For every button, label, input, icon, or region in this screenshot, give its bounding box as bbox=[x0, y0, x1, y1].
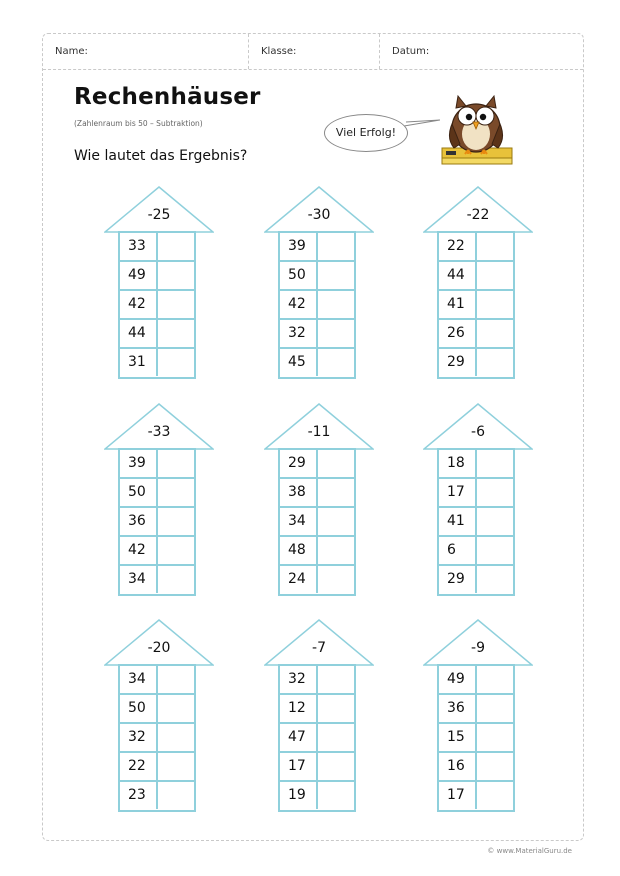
house-row bbox=[280, 262, 354, 291]
house-operation: -33 bbox=[147, 424, 171, 440]
class-label: Klasse: bbox=[261, 46, 297, 57]
answer-cell[interactable] bbox=[477, 291, 513, 318]
minuend-cell: 31 bbox=[120, 349, 158, 376]
house-row bbox=[120, 508, 194, 537]
house-operation: -20 bbox=[147, 640, 171, 656]
minuend-cell: 44 bbox=[439, 262, 477, 289]
house-row bbox=[120, 753, 194, 782]
minuend-cell: 49 bbox=[439, 666, 477, 693]
house-row bbox=[120, 450, 194, 479]
house-operation: -30 bbox=[307, 207, 331, 223]
house-row bbox=[439, 349, 513, 378]
minuend-cell: 32 bbox=[280, 666, 318, 693]
house-row bbox=[439, 666, 513, 695]
house-row bbox=[120, 724, 194, 753]
answer-cell[interactable] bbox=[477, 782, 513, 809]
house-row bbox=[120, 666, 194, 695]
answer-cell[interactable] bbox=[477, 320, 513, 347]
minuend-cell: 29 bbox=[280, 450, 318, 477]
house-row bbox=[280, 450, 354, 479]
house-row bbox=[120, 782, 194, 811]
answer-cell[interactable] bbox=[477, 724, 513, 751]
answer-cell[interactable] bbox=[318, 537, 354, 564]
house-row bbox=[120, 320, 194, 349]
task-question: Wie lautet das Ergebnis? bbox=[74, 148, 248, 164]
answer-cell[interactable] bbox=[158, 349, 194, 376]
house-row bbox=[280, 782, 354, 811]
house-grid bbox=[118, 664, 196, 812]
house-row bbox=[120, 233, 194, 262]
answer-cell[interactable] bbox=[477, 508, 513, 535]
minuend-cell: 17 bbox=[280, 753, 318, 780]
calc-house bbox=[104, 619, 214, 815]
name-label: Name: bbox=[55, 46, 88, 57]
header-bar bbox=[43, 34, 583, 70]
house-row bbox=[280, 695, 354, 724]
answer-cell[interactable] bbox=[318, 566, 354, 593]
answer-cell[interactable] bbox=[318, 508, 354, 535]
calc-house bbox=[423, 403, 533, 599]
answer-cell[interactable] bbox=[318, 782, 354, 809]
house-row bbox=[439, 262, 513, 291]
speech-bubble-text: Viel Erfolg! bbox=[335, 126, 397, 139]
calc-house bbox=[423, 186, 533, 382]
minuend-cell: 24 bbox=[280, 566, 318, 593]
house-operation: -11 bbox=[307, 424, 331, 440]
minuend-cell: 41 bbox=[439, 508, 477, 535]
minuend-cell: 34 bbox=[120, 566, 158, 593]
minuend-cell: 34 bbox=[120, 666, 158, 693]
house-row bbox=[439, 566, 513, 595]
answer-cell[interactable] bbox=[477, 753, 513, 780]
minuend-cell: 47 bbox=[280, 724, 318, 751]
minuend-cell: 36 bbox=[120, 508, 158, 535]
minuend-cell: 15 bbox=[439, 724, 477, 751]
answer-cell[interactable] bbox=[158, 291, 194, 318]
minuend-cell: 29 bbox=[439, 566, 477, 593]
house-grid bbox=[437, 448, 515, 596]
house-row bbox=[439, 291, 513, 320]
minuend-cell: 17 bbox=[439, 782, 477, 809]
answer-cell[interactable] bbox=[477, 695, 513, 722]
house-row bbox=[280, 349, 354, 378]
minuend-cell: 50 bbox=[280, 262, 318, 289]
house-row bbox=[439, 508, 513, 537]
answer-cell[interactable] bbox=[477, 233, 513, 260]
answer-cell[interactable] bbox=[158, 695, 194, 722]
answer-cell[interactable] bbox=[477, 262, 513, 289]
minuend-cell: 26 bbox=[439, 320, 477, 347]
answer-cell[interactable] bbox=[158, 450, 194, 477]
answer-cell[interactable] bbox=[158, 537, 194, 564]
minuend-cell: 45 bbox=[280, 349, 318, 376]
answer-cell[interactable] bbox=[318, 479, 354, 506]
minuend-cell: 49 bbox=[120, 262, 158, 289]
minuend-cell: 32 bbox=[120, 724, 158, 751]
minuend-cell: 19 bbox=[280, 782, 318, 809]
house-grid bbox=[278, 231, 356, 379]
answer-cell[interactable] bbox=[318, 724, 354, 751]
house-grid bbox=[437, 664, 515, 812]
calc-house bbox=[264, 619, 374, 815]
answer-cell[interactable] bbox=[158, 782, 194, 809]
speech-bubble bbox=[324, 114, 408, 152]
minuend-cell: 42 bbox=[120, 291, 158, 318]
answer-cell[interactable] bbox=[158, 479, 194, 506]
speech-bubble-tail bbox=[404, 118, 440, 128]
house-row bbox=[439, 450, 513, 479]
calc-house bbox=[264, 403, 374, 599]
answer-cell[interactable] bbox=[477, 537, 513, 564]
class-field[interactable] bbox=[249, 34, 380, 69]
house-grid bbox=[278, 664, 356, 812]
house-operation: -22 bbox=[466, 207, 490, 223]
house-operation: -6 bbox=[471, 424, 485, 440]
answer-cell[interactable] bbox=[477, 349, 513, 376]
minuend-cell: 36 bbox=[439, 695, 477, 722]
house-row bbox=[280, 320, 354, 349]
page-title: Rechenhäuser bbox=[74, 84, 261, 110]
name-field[interactable] bbox=[43, 34, 249, 69]
answer-cell[interactable] bbox=[318, 291, 354, 318]
calc-house bbox=[423, 619, 533, 815]
house-row bbox=[439, 782, 513, 811]
answer-cell[interactable] bbox=[318, 349, 354, 376]
house-row bbox=[120, 695, 194, 724]
house-row bbox=[280, 666, 354, 695]
minuend-cell: 39 bbox=[120, 450, 158, 477]
answer-cell[interactable] bbox=[158, 262, 194, 289]
house-row bbox=[120, 262, 194, 291]
minuend-cell: 17 bbox=[439, 479, 477, 506]
minuend-cell: 6 bbox=[439, 537, 477, 564]
house-row bbox=[120, 566, 194, 595]
owl-mascot-icon bbox=[438, 94, 514, 168]
answer-cell[interactable] bbox=[158, 508, 194, 535]
answer-cell[interactable] bbox=[318, 450, 354, 477]
minuend-cell: 38 bbox=[280, 479, 318, 506]
minuend-cell: 33 bbox=[120, 233, 158, 260]
house-row bbox=[280, 753, 354, 782]
answer-cell[interactable] bbox=[158, 666, 194, 693]
house-row bbox=[280, 479, 354, 508]
date-field[interactable] bbox=[380, 34, 585, 69]
house-row bbox=[280, 566, 354, 595]
answer-cell[interactable] bbox=[158, 566, 194, 593]
answer-cell[interactable] bbox=[477, 450, 513, 477]
answer-cell[interactable] bbox=[477, 666, 513, 693]
house-row bbox=[280, 537, 354, 566]
minuend-cell: 23 bbox=[120, 782, 158, 809]
house-row bbox=[439, 479, 513, 508]
minuend-cell: 48 bbox=[280, 537, 318, 564]
house-operation: -7 bbox=[312, 640, 326, 656]
house-row bbox=[439, 537, 513, 566]
house-row bbox=[120, 479, 194, 508]
house-row bbox=[120, 291, 194, 320]
minuend-cell: 29 bbox=[439, 349, 477, 376]
answer-cell[interactable] bbox=[318, 320, 354, 347]
answer-cell[interactable] bbox=[158, 233, 194, 260]
answer-cell[interactable] bbox=[477, 566, 513, 593]
answer-cell[interactable] bbox=[318, 666, 354, 693]
date-label: Datum: bbox=[392, 46, 430, 57]
house-row bbox=[439, 753, 513, 782]
house-grid bbox=[118, 448, 196, 596]
minuend-cell: 42 bbox=[280, 291, 318, 318]
house-row bbox=[120, 349, 194, 378]
house-row bbox=[439, 695, 513, 724]
minuend-cell: 16 bbox=[439, 753, 477, 780]
house-row bbox=[120, 537, 194, 566]
minuend-cell: 12 bbox=[280, 695, 318, 722]
calc-house bbox=[264, 186, 374, 382]
minuend-cell: 44 bbox=[120, 320, 158, 347]
house-operation: -25 bbox=[147, 207, 171, 223]
minuend-cell: 18 bbox=[439, 450, 477, 477]
page-subtitle: (Zahlenraum bis 50 – Subtraktion) bbox=[74, 119, 203, 128]
answer-cell[interactable] bbox=[158, 320, 194, 347]
house-row bbox=[280, 291, 354, 320]
house-row bbox=[439, 724, 513, 753]
house-grid bbox=[278, 448, 356, 596]
answer-cell[interactable] bbox=[477, 479, 513, 506]
house-grid bbox=[118, 231, 196, 379]
minuend-cell: 32 bbox=[280, 320, 318, 347]
answer-cell[interactable] bbox=[318, 262, 354, 289]
house-operation: -9 bbox=[471, 640, 485, 656]
minuend-cell: 22 bbox=[120, 753, 158, 780]
minuend-cell: 41 bbox=[439, 291, 477, 318]
house-grid bbox=[437, 231, 515, 379]
answer-cell[interactable] bbox=[158, 724, 194, 751]
calc-house bbox=[104, 186, 214, 382]
answer-cell[interactable] bbox=[158, 753, 194, 780]
copyright-footer: © www.MaterialGuru.de bbox=[487, 847, 572, 855]
minuend-cell: 39 bbox=[280, 233, 318, 260]
answer-cell[interactable] bbox=[318, 233, 354, 260]
minuend-cell: 42 bbox=[120, 537, 158, 564]
house-row bbox=[439, 233, 513, 262]
minuend-cell: 50 bbox=[120, 695, 158, 722]
answer-cell[interactable] bbox=[318, 695, 354, 722]
minuend-cell: 22 bbox=[439, 233, 477, 260]
house-row bbox=[280, 724, 354, 753]
calc-house bbox=[104, 403, 214, 599]
house-row bbox=[280, 233, 354, 262]
answer-cell[interactable] bbox=[318, 753, 354, 780]
house-row bbox=[280, 508, 354, 537]
minuend-cell: 34 bbox=[280, 508, 318, 535]
minuend-cell: 50 bbox=[120, 479, 158, 506]
house-row bbox=[439, 320, 513, 349]
